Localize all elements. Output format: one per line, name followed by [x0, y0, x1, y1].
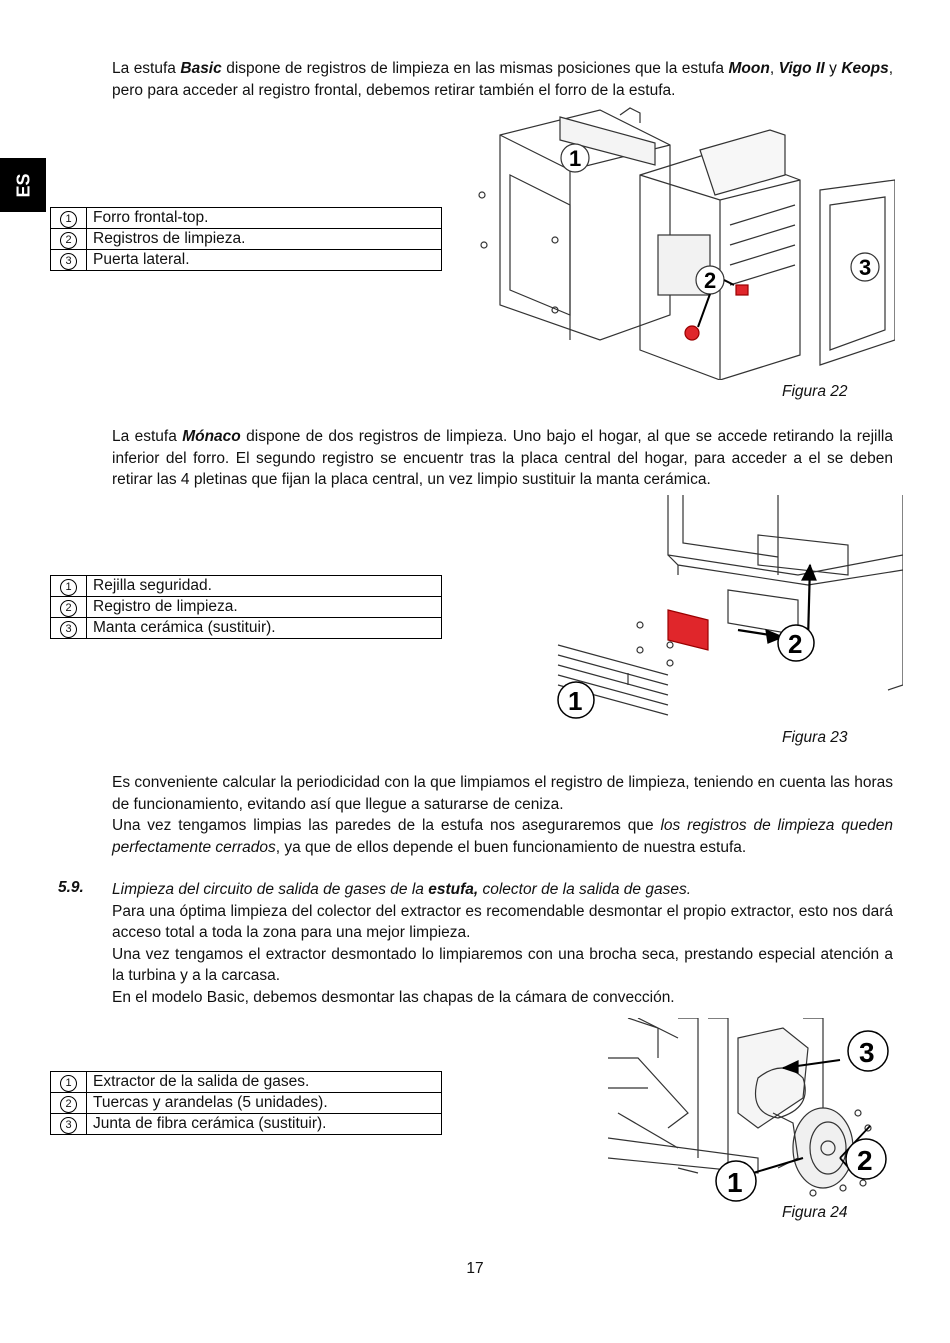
model-name: Moon [728, 60, 770, 77]
section-5-9 [112, 879, 893, 1008]
legend-label: Extractor de la salida de gases. [87, 1072, 442, 1093]
callout-number: 1 [60, 579, 77, 596]
paragraph-monaco [112, 426, 893, 491]
paragraph-maintenance [112, 772, 893, 858]
callout-number: 1 [60, 1075, 77, 1092]
model-name: Mónaco [182, 428, 241, 445]
figure-24-illustration [608, 1018, 900, 1208]
legend-row [51, 250, 442, 271]
legend-row [51, 208, 442, 229]
legend-label: Registro de limpieza. [87, 597, 442, 618]
legend-label: Tuercas y arandelas (5 unidades). [87, 1093, 442, 1114]
section-title: Limpieza del circuito de salida de gases de la estufa, colector de la salida de gases. [112, 881, 692, 898]
emphasis-text: los registros de limpieza queden perfectamente cerrados [112, 817, 893, 856]
figure22-callout-1: 1 [569, 146, 582, 171]
figure24-callout-3: 3 [859, 1037, 875, 1068]
text: , ya que de ellos depende el buen funcionamiento de nuestra estufa. [275, 838, 747, 856]
legend-label: Rejilla seguridad. [87, 576, 442, 597]
figure24-callout-2: 2 [857, 1145, 873, 1176]
text: En el modelo Basic, debemos desmontar las chapas de la cámara de convección. [112, 988, 675, 1006]
legend-label: Forro frontal-top. [87, 208, 442, 229]
intro-paragraph-basic [112, 58, 893, 101]
figure22-callout-2: 2 [704, 268, 717, 293]
legend-table-figure24 [50, 1071, 442, 1135]
legend-row [51, 1114, 442, 1135]
text: Para una óptima limpieza del colector del extractor es recomendable desmontar el propio extractor, esto nos dará acceso total a toda la zona para una mejor limpieza. [112, 902, 893, 941]
legend-row [51, 576, 442, 597]
figure24-callout-1: 1 [727, 1167, 743, 1198]
text: dispone de registros de limpieza en las mismas posiciones que la estufa [221, 60, 729, 77]
text: , [769, 60, 779, 77]
page-number: 17 [466, 1260, 484, 1277]
text: , pero para acceder al registro frontal, debemos retirar también el forro de la estufa. [112, 60, 893, 99]
text: La estufa [112, 428, 183, 445]
text: Es conveniente calcular la periodicidad con la que limpiamos el registro de limpieza, teniendo en cuenta las horas de funcionamiento, evitando así que llegue a saturarse de ceniza. [112, 774, 893, 813]
legend-row [51, 597, 442, 618]
legend-label: Manta cerámica (sustituir). [87, 618, 442, 639]
text: La estufa [112, 60, 181, 77]
callout-number: 3 [60, 621, 77, 638]
model-name: Vigo II [778, 60, 825, 77]
callout-number: 2 [60, 232, 77, 249]
legend-label: Registros de limpieza. [87, 229, 442, 250]
figure23-callout-1: 1 [568, 686, 583, 716]
legend-label: Puerta lateral. [87, 250, 442, 271]
callout-number: 3 [60, 1117, 77, 1134]
text: Una vez tengamos limpias las paredes de la estufa nos aseguraremos que [112, 817, 661, 834]
model-name: Basic [180, 60, 222, 77]
figure22-callout-3: 3 [859, 255, 872, 280]
figure-23-illustration [548, 495, 903, 725]
section-number: 5.9. [58, 879, 84, 896]
legend-row [51, 618, 442, 639]
figure23-callout-2: 2 [788, 629, 803, 659]
language-tab-label: ES [13, 173, 34, 198]
text: y [824, 60, 842, 77]
text: dispone de dos registros de limpieza. Uno bajo el hogar, al que se accede retirando la rejilla inferior del forro. El segundo registro se encuentr tras la placa central del hogar, para acceder a el se deben retirar las 4 pletinas que fijan la placa central, un vez limpio sustituir la manta cerámica. [112, 428, 893, 488]
model-name: Keops [841, 60, 889, 77]
language-tab [0, 158, 46, 212]
legend-table-figure23 [50, 575, 442, 639]
callout-number: 2 [60, 600, 77, 617]
text: Una vez tengamos el extractor desmontado lo limpiaremos con una brocha seca, prestando especial atención a la turbina y a la carcasa. [112, 945, 893, 984]
figure-22-illustration [470, 105, 895, 380]
callout-number: 2 [60, 1096, 77, 1113]
figure-22-caption: Figura 22 [782, 383, 848, 400]
legend-row [51, 1072, 442, 1093]
legend-label: Junta de fibra cerámica (sustituir). [87, 1114, 442, 1135]
figure-24-caption: Figura 24 [782, 1204, 848, 1221]
callout-number: 3 [60, 253, 77, 270]
callout-number: 1 [60, 211, 77, 228]
legend-table-figure22 [50, 207, 442, 271]
figure-23-caption: Figura 23 [782, 729, 848, 746]
legend-row [51, 1093, 442, 1114]
legend-row [51, 229, 442, 250]
